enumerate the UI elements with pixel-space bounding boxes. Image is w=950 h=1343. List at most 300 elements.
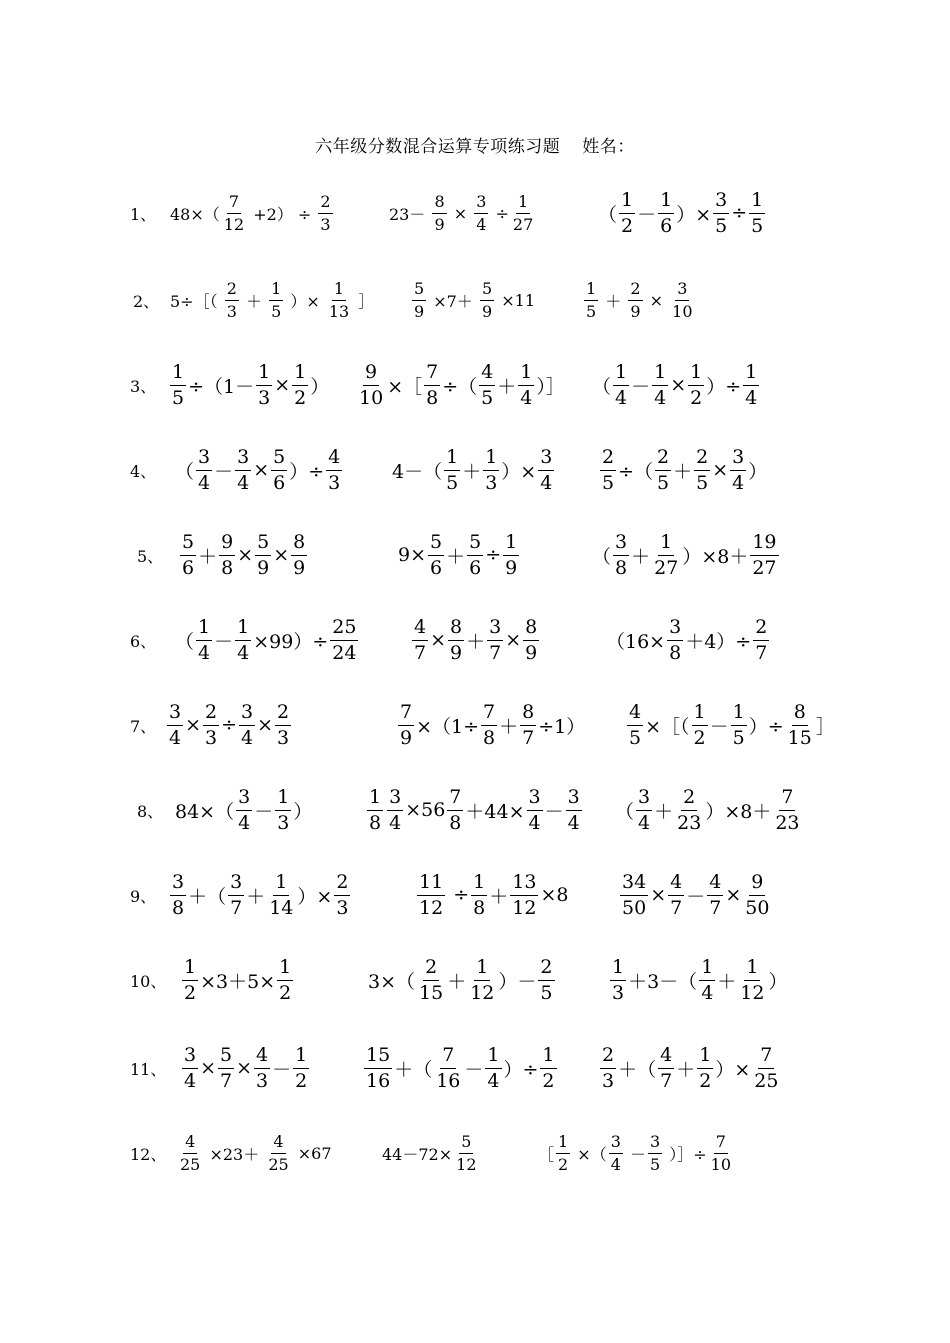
fraction — [364, 1045, 392, 1092]
numerator: 3 — [228, 872, 244, 896]
expression — [176, 1123, 332, 1183]
denominator: 5 — [602, 471, 615, 494]
operator-text: × — [257, 714, 274, 736]
problem-number: 12、 — [130, 1144, 167, 1164]
operator-text: ）］ — [536, 375, 565, 398]
fraction — [239, 702, 255, 749]
numerator: 1 — [332, 280, 346, 301]
fraction — [330, 617, 358, 664]
numerator: 8 — [291, 532, 307, 556]
numerator: 1 — [518, 362, 534, 386]
problem-number: 11、 — [130, 1059, 167, 1079]
expression — [368, 950, 557, 1010]
fraction — [566, 787, 582, 834]
fraction — [518, 362, 534, 409]
expression — [180, 1038, 311, 1098]
fraction — [219, 532, 235, 579]
numerator: 1 — [256, 362, 272, 386]
denominator: 5 — [751, 214, 764, 237]
operator-text: × — [448, 203, 473, 223]
operator-text: ＋ — [489, 885, 509, 908]
fraction — [256, 362, 272, 409]
fraction — [417, 872, 445, 919]
numerator: 4 — [326, 447, 342, 471]
operator-text: ）÷ — [748, 715, 784, 738]
denominator: 9 — [293, 556, 306, 579]
denominator: 4 — [528, 811, 541, 834]
fraction — [738, 957, 766, 1004]
expression — [608, 950, 788, 1010]
problem-row — [0, 270, 950, 330]
problem-row — [0, 950, 950, 1010]
fraction — [527, 787, 543, 834]
problem-number: 1、 — [130, 204, 157, 224]
operator-text: ÷（ — [442, 375, 478, 398]
numerator: 3 — [730, 447, 746, 471]
fraction — [613, 532, 629, 579]
numerator: 7 — [227, 193, 241, 214]
fraction — [667, 617, 683, 664]
fraction — [471, 872, 487, 919]
numerator: 4 — [479, 362, 495, 386]
problem-row — [0, 610, 950, 670]
operator-text: × — [644, 290, 669, 310]
fraction — [468, 957, 496, 1004]
denominator: 50 — [745, 896, 770, 919]
numerator: 3 — [167, 702, 183, 726]
fraction — [753, 617, 769, 664]
numerator: 3 — [538, 447, 554, 471]
fraction — [387, 787, 403, 834]
numerator: 4 — [271, 1133, 285, 1154]
numerator: 4 — [254, 1045, 270, 1069]
operator-text: × — [712, 459, 729, 481]
denominator: 7 — [709, 896, 722, 919]
denominator: 5 — [657, 471, 670, 494]
fraction — [424, 362, 440, 409]
operator-text: ÷ — [221, 714, 238, 736]
numerator: 7 — [440, 1045, 456, 1069]
fraction — [428, 532, 444, 579]
operator-text: 44－72× — [382, 1144, 453, 1164]
expression — [398, 525, 521, 585]
expression — [392, 440, 556, 500]
denominator: 5 — [696, 471, 709, 494]
fraction — [293, 1045, 309, 1092]
operator-text: ÷（ — [618, 460, 654, 483]
numerator: 7 — [398, 702, 414, 726]
denominator: 2 — [184, 981, 197, 1004]
numerator: 8 — [792, 702, 808, 726]
problem-number: 3、 — [130, 376, 157, 396]
fraction — [670, 280, 694, 320]
denominator: 14 — [269, 896, 294, 919]
fraction — [432, 193, 446, 233]
fraction — [448, 617, 464, 664]
fraction — [167, 702, 183, 749]
name-label: 姓名： — [582, 137, 635, 157]
fraction — [620, 872, 648, 919]
fraction — [749, 190, 765, 237]
denominator: 13 — [328, 301, 350, 321]
numerator: 4 — [658, 1045, 674, 1069]
numerator: 3 — [170, 872, 186, 896]
denominator: 9 — [505, 556, 518, 579]
numerator: 2 — [334, 872, 350, 896]
fraction — [628, 280, 642, 320]
operator-text: ＋（ — [618, 1058, 657, 1081]
numerator: 3 — [235, 447, 251, 471]
operator-text: ＋ — [466, 630, 486, 653]
denominator: 2 — [294, 386, 307, 409]
operator-text: － — [254, 800, 274, 823]
numerator: 3 — [648, 1133, 662, 1154]
numerator: 8 — [523, 617, 539, 641]
operator-text: ）÷ — [289, 460, 325, 483]
fraction — [750, 532, 778, 579]
denominator: 8 — [483, 726, 496, 749]
expression — [365, 780, 584, 840]
numerator: 9 — [749, 872, 765, 896]
denominator: 4 — [241, 726, 254, 749]
denominator: 4 — [169, 726, 182, 749]
operator-text: ）－ — [498, 970, 537, 993]
denominator: 3 — [205, 726, 218, 749]
numerator: 3 — [487, 617, 503, 641]
fraction — [367, 787, 383, 834]
problem-number: 5、 — [137, 546, 164, 566]
fraction — [292, 362, 308, 409]
denominator: 4 — [701, 981, 714, 1004]
denominator: 12 — [512, 896, 537, 919]
numerator: 7 — [779, 787, 795, 811]
fraction — [218, 1045, 234, 1092]
denominator: 2 — [279, 981, 292, 1004]
numerator: 1 — [503, 532, 519, 556]
denominator: 4 — [567, 811, 580, 834]
expression — [355, 355, 565, 415]
numerator: 1 — [293, 1045, 309, 1069]
operator-text: ）］÷ — [664, 1144, 707, 1164]
problem-row — [0, 695, 950, 755]
operator-text: 9× — [398, 544, 427, 566]
operator-text: （ — [615, 800, 635, 823]
denominator: 7 — [755, 641, 768, 664]
operator-text: － — [214, 630, 234, 653]
fraction — [648, 1133, 662, 1173]
expression — [410, 270, 535, 330]
fraction — [613, 362, 629, 409]
fraction — [481, 702, 497, 749]
expression — [582, 270, 697, 330]
operator-text: 84×（ — [175, 800, 235, 823]
numerator: 1 — [743, 362, 759, 386]
operator-text: × — [725, 884, 742, 906]
denominator: 3 — [328, 471, 341, 494]
operator-text: ）÷ — [706, 375, 742, 398]
numerator: 1 — [485, 1045, 501, 1069]
expression — [615, 780, 804, 840]
denominator: 4 — [238, 811, 251, 834]
numerator: 5 — [412, 280, 426, 301]
numerator: 4 — [668, 872, 684, 896]
problem-row — [0, 865, 950, 925]
denominator: 7 — [489, 641, 502, 664]
fraction — [357, 362, 385, 409]
denominator: 5 — [481, 386, 494, 409]
operator-text: （ — [598, 203, 618, 226]
expression — [170, 270, 374, 330]
operator-text: × — [200, 1057, 217, 1079]
denominator: 9 — [434, 214, 445, 234]
numerator: 5 — [218, 1045, 234, 1069]
fraction — [318, 193, 332, 233]
fraction — [196, 447, 212, 494]
fraction — [658, 1045, 674, 1092]
numerator: 1 — [652, 362, 668, 386]
operator-text: ×99）÷ — [253, 630, 329, 653]
denominator: 8 — [669, 641, 682, 664]
problem-number: 8、 — [137, 801, 164, 821]
operator-text: ÷ — [485, 544, 502, 566]
denominator: 4 — [389, 811, 402, 834]
denominator: 12 — [740, 981, 765, 1004]
numerator: 1 — [697, 1045, 713, 1069]
fraction — [327, 280, 351, 320]
numerator: 5 — [255, 532, 271, 556]
fraction — [538, 447, 554, 494]
expression — [175, 780, 312, 840]
operator-text: ） — [310, 375, 330, 398]
numerator: 3 — [636, 787, 652, 811]
denominator: 12 — [456, 1154, 477, 1174]
numerator: 8 — [448, 617, 464, 641]
operator-text: （ — [175, 460, 195, 483]
operator-text: ÷ — [447, 884, 470, 906]
fraction — [511, 193, 535, 233]
numerator: 7 — [714, 1133, 728, 1154]
operator-text: × — [430, 629, 447, 651]
operator-text: 23－ — [389, 204, 431, 224]
numerator: 19 — [750, 532, 778, 556]
numerator: 9 — [219, 532, 235, 556]
denominator: 3 — [258, 386, 271, 409]
operator-text: ＋ — [497, 375, 517, 398]
denominator: 15 — [419, 981, 444, 1004]
expression — [165, 695, 293, 755]
fraction — [275, 787, 291, 834]
denominator: 12 — [419, 896, 444, 919]
operator-text: ） — [768, 970, 788, 993]
expression — [592, 355, 761, 415]
numerator: 1 — [471, 872, 487, 896]
numerator: 7 — [481, 702, 497, 726]
problem-row — [0, 1123, 950, 1183]
operator-text: ＋ — [717, 970, 737, 993]
denominator: 5 — [540, 981, 553, 1004]
worksheet-title: 六年级分数混合运算专项练习题 — [315, 137, 561, 157]
numerator: 3 — [239, 702, 255, 726]
denominator: 7 — [660, 1069, 673, 1092]
numerator: 1 — [692, 702, 708, 726]
denominator: 16 — [436, 1069, 461, 1092]
expression — [618, 865, 773, 925]
numerator: 1 — [658, 532, 674, 556]
denominator: 2 — [693, 726, 706, 749]
operator-text: － — [637, 203, 657, 226]
operator-text: ＋ — [600, 291, 627, 311]
numerator: 34 — [620, 872, 648, 896]
numerator: 3 — [182, 1045, 198, 1069]
denominator: 5 — [446, 471, 459, 494]
operator-text: ）×8＋ — [682, 545, 749, 568]
denominator: 4 — [638, 811, 651, 834]
operator-text: － — [464, 1058, 484, 1081]
operator-text: × — [274, 374, 291, 396]
fraction — [692, 702, 708, 749]
operator-text: +2） ÷ — [248, 204, 317, 224]
expression — [180, 950, 295, 1010]
denominator: 3 — [336, 896, 349, 919]
operator-text: ÷ — [731, 202, 748, 224]
fraction — [434, 1045, 462, 1092]
denominator: 50 — [622, 896, 647, 919]
operator-text: ＋ — [631, 545, 651, 568]
fraction — [556, 1133, 570, 1173]
problem-number: 4、 — [130, 461, 157, 481]
denominator: 5 — [715, 214, 728, 237]
operator-text: － — [631, 375, 651, 398]
denominator: 3 — [277, 726, 290, 749]
fraction — [222, 193, 246, 233]
fraction — [675, 787, 703, 834]
numerator: 1 — [540, 1045, 556, 1069]
fraction — [170, 362, 186, 409]
numerator: 4 — [707, 872, 723, 896]
problem-row — [0, 1038, 950, 1098]
denominator: 2 — [558, 1154, 569, 1174]
operator-text: ）× — [285, 291, 325, 311]
numerator: 3 — [713, 190, 729, 214]
numerator: 1 — [483, 447, 499, 471]
fraction — [196, 617, 212, 664]
problem-row — [0, 525, 950, 585]
fraction — [269, 280, 283, 320]
numerator: 3 — [667, 617, 683, 641]
denominator: 2 — [690, 386, 703, 409]
fraction — [479, 362, 495, 409]
fraction — [652, 532, 680, 579]
numerator: 1 — [170, 362, 186, 386]
numerator: 1 — [292, 362, 308, 386]
fraction — [235, 447, 251, 494]
numerator: 2 — [655, 447, 671, 471]
fraction — [743, 362, 759, 409]
denominator: 8 — [473, 896, 486, 919]
denominator: 4 — [520, 386, 533, 409]
fraction — [417, 957, 445, 1004]
denominator: 6 — [469, 556, 482, 579]
expression — [538, 1123, 735, 1183]
operator-text: ＋ — [447, 970, 467, 993]
denominator: 27 — [752, 556, 777, 579]
numerator: 11 — [417, 872, 445, 896]
operator-text: ×11 — [496, 290, 535, 310]
operator-text: ）÷ — [503, 1058, 539, 1081]
fraction — [584, 280, 598, 320]
fraction — [540, 1045, 556, 1092]
denominator: 4 — [745, 386, 758, 409]
denominator: 4 — [184, 1069, 197, 1092]
denominator: 9 — [400, 726, 413, 749]
expression — [625, 695, 835, 755]
fraction — [271, 447, 287, 494]
operator-text: ÷（1－ — [188, 375, 255, 398]
operator-text: ×7＋ — [428, 291, 478, 311]
problem-row — [0, 355, 950, 415]
fraction — [275, 702, 291, 749]
operator-text: ） — [748, 460, 768, 483]
numerator: 2 — [628, 280, 642, 301]
denominator: 5 — [271, 301, 282, 321]
fraction — [510, 872, 538, 919]
denominator: 4 — [237, 471, 250, 494]
operator-text: ） — [293, 800, 313, 823]
fraction — [225, 280, 239, 320]
numerator: 2 — [538, 957, 554, 981]
denominator: 9 — [257, 556, 270, 579]
numerator: 13 — [510, 872, 538, 896]
denominator: 4 — [732, 471, 745, 494]
numerator: 5 — [480, 280, 494, 301]
numerator: 8 — [432, 193, 446, 214]
denominator: 10 — [359, 386, 384, 409]
operator-text: ＋ — [673, 460, 693, 483]
denominator: 4 — [237, 641, 250, 664]
denominator: 4 — [610, 1154, 621, 1174]
numerator: 1 — [731, 702, 747, 726]
fraction — [235, 617, 251, 664]
fraction — [412, 617, 428, 664]
operator-text: ×［ — [387, 375, 423, 398]
fraction — [178, 1133, 202, 1173]
fraction — [752, 1045, 780, 1092]
numerator: 2 — [423, 957, 439, 981]
denominator: 8 — [449, 811, 462, 834]
numerator: 5 — [271, 447, 287, 471]
operator-text: ＋ — [462, 460, 482, 483]
numerator: 2 — [275, 702, 291, 726]
operator-text: ］ — [815, 715, 835, 738]
denominator: 3 — [226, 301, 237, 321]
denominator: 5 — [629, 726, 642, 749]
fraction — [731, 702, 747, 749]
numerator: 5 — [459, 1133, 473, 1154]
numerator: 1 — [275, 787, 291, 811]
denominator: 27 — [512, 214, 534, 234]
operator-text: ＋ — [240, 291, 268, 311]
operator-text: × — [253, 459, 270, 481]
fraction — [627, 702, 643, 749]
numerator: 1 — [277, 957, 293, 981]
fraction — [483, 447, 499, 494]
numerator: 1 — [269, 280, 283, 301]
operator-text: － — [272, 1058, 292, 1081]
denominator: 8 — [172, 896, 185, 919]
fraction — [236, 787, 252, 834]
numerator: 1 — [273, 872, 289, 896]
operator-text: ×56 — [405, 799, 446, 821]
